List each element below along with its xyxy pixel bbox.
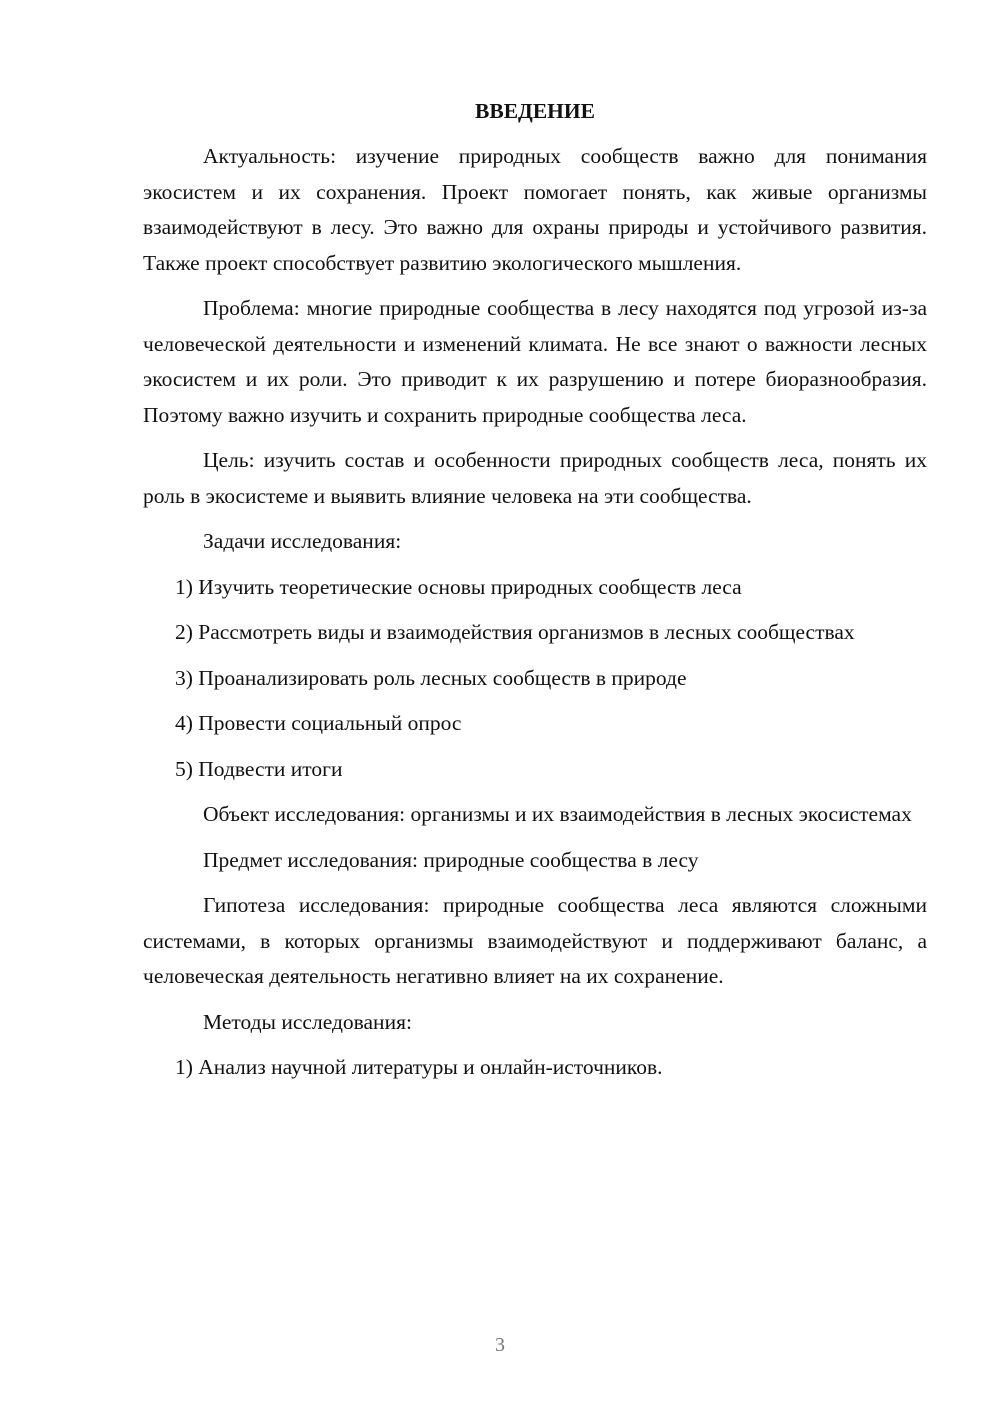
paragraph-methods-heading: Методы исследования: [203,1009,412,1034]
paragraph-hypothesis: Гипотеза исследования: природные сообщества леса являются сложными системами, в которых организмы взаимодействуют и поддерживают баланс, а человеческая деятельность негативно влияет на их сохранение. [143,893,927,988]
paragraph-subject: Предмет исследования: природные сообщества в лесу [203,847,699,872]
paragraph-relevance: Актуальность: изучение природных сообществ важно для понимания экосистем и их сохранения. Проект помогает понять, как живые организмы взаимодействуют в лесу. Это важно для охраны природы и устойчивого развития. Также проект способствует развитию экологического мышления. [143,144,927,275]
paragraph-tasks-heading: Задачи исследования: [203,529,402,553]
task-item-5: 5) Подвести итоги [175,756,343,781]
document-page [143,96,927,1096]
task-item-1: 1) Изучить теоретические основы природных сообществ леса [175,574,742,599]
task-item-3: 3) Проанализировать роль лесных сообществ в природе [175,665,687,690]
task-item-2: 2) Рассмотреть виды и взаимодействия организмов в лесных сообществах [175,620,855,644]
section-title: ВВЕДЕНИЕ [475,99,595,123]
task-item-4: 4) Провести социальный опрос [175,711,462,735]
paragraph-object: Объект исследования: организмы и их взаимодействия в лесных экосистемах [203,802,912,826]
method-item-1: 1) Анализ научной литературы и онлайн-источников. [175,1055,663,1079]
paragraph-goal: Цель: изучить состав и особенности природных сообществ леса, понять их роль в экосистеме и выявить влияние человека на эти сообщества. [143,448,927,508]
paragraph-problem: Проблема: многие природные сообщества в лесу находятся под угрозой из-за человеческой деятельности и изменений климата. Не все знают о важности лесных экосистем и их роли. Это приводит к их разрушению и потере биоразнообразия. Поэтому важно изучить и сохранить природные сообщества леса. [143,296,927,427]
page-number: 3 [495,1334,505,1356]
